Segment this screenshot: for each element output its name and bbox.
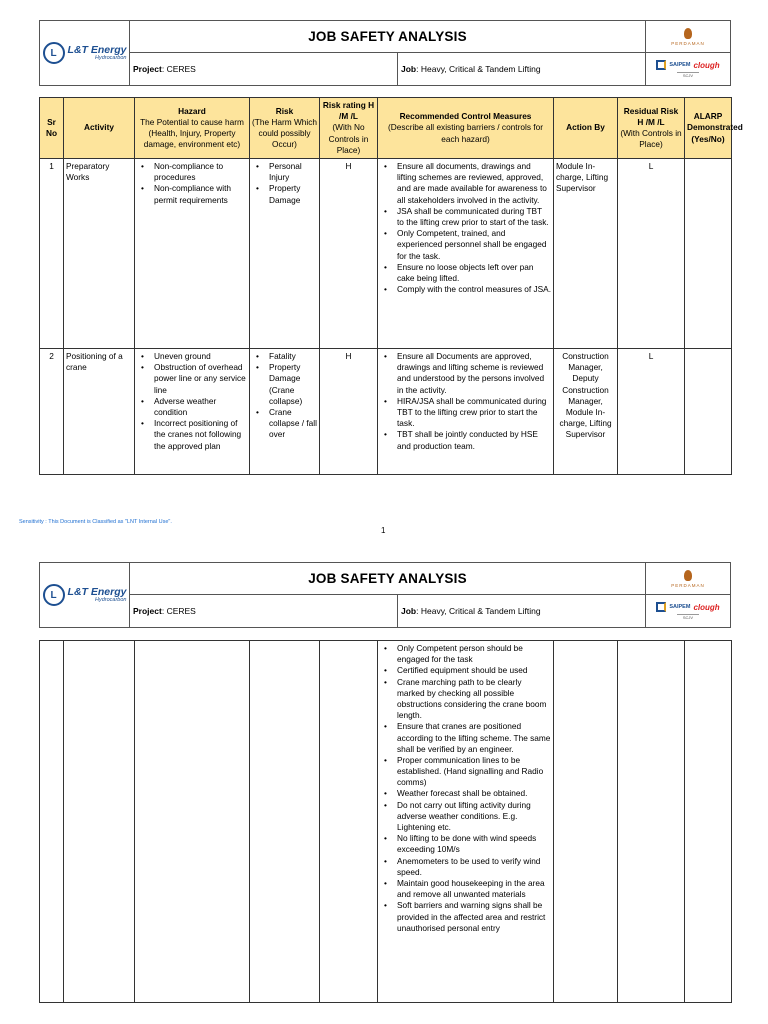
document-title: JOB SAFETY ANALYSIS (130, 21, 645, 53)
lt-logo-icon: L (43, 584, 65, 606)
project-field: Project : CERES (130, 595, 398, 627)
document-header-page-2 (39, 562, 731, 628)
col-risk: Risk (The Harm Which could possibly Occur) (250, 98, 320, 159)
flame-icon (684, 28, 692, 39)
sensitivity-note: Sensitivity : This Document is Classified as "LNT Internal Use". (19, 519, 172, 525)
jsa-table-continued (39, 640, 732, 1003)
col-sr: Sr No (40, 98, 64, 159)
flame-icon (684, 570, 692, 581)
perdaman-logo: PERDAMAN (646, 563, 730, 595)
col-action: Action By (554, 98, 618, 159)
col-residual: Residual Risk H /M /L (With Controls in Place) (618, 98, 685, 159)
company-sub: Hydrocarbon (94, 596, 127, 603)
table-row: 1 Preparatory Works • Non-compliance to procedures • Non-compliance with permit requirements • Personal Injury • Property Damage H • Ensure all documents, drawings and lifting schemes are reviewed, approved, and are made available for awareness to all stakeholders involved in the activity. • JSA shall be communicated during TBT to the lifting crew prior to start of the task. • Only Competent, trained, and experienced personnel shall be engaged for the task. • Ensure no loose objects left over pan cake being lifted. • Comply with the control measures of JSA. Module In-charge, Lifting Supervisor L (40, 159, 732, 349)
document-title: JOB SAFETY ANALYSIS (130, 563, 645, 595)
company-name: L&T Energy (67, 586, 127, 598)
col-alarp: ALARP Demonstrated (Yes/No) (685, 98, 732, 159)
company-name: L&T Energy (67, 44, 127, 56)
project-field: Project : CERES (130, 53, 398, 85)
document-header (39, 20, 731, 86)
perdaman-logo: PERDAMAN (646, 21, 730, 53)
company-sub: Hydrocarbon (94, 54, 127, 61)
page-number: 1 (381, 526, 386, 535)
col-activity: Activity (64, 98, 135, 159)
col-hazard: Hazard The Potential to cause harm (Health, Injury, Property damage, environment etc) (135, 98, 250, 159)
saipem-icon (656, 60, 666, 70)
lt-energy-logo (40, 21, 130, 85)
table-row: • Only Competent person should be engaged for the task • Certified equipment should be used • Crane marching path to be clearly marked by checking all possible obstructions considering the crane boom length. • Ensure that cranes are positioned according to the lifting scheme. The same shall be verified by an engineer. • Proper communication lines to be established. (Hand signalling and Radio comms) • Weather forecast shall be obtained. • Do not carry out lifting activity during adverse weather conditions. E.g. Lightening etc. • No lifting to be done with wind speeds exceeding 10M/s • Anemometers to be used to verify wind speed. • Maintain good housekeeping in the area and remove all unwanted materials • Soft barriers and warning signs shall be provided in the affected area and restrict unauthorised personal entry (40, 641, 732, 1003)
col-rating: Risk rating H /M /L (With No Controls in Place) (320, 98, 378, 159)
table-row: 2 Positioning of a crane • Uneven ground • Obstruction of overhead power line or any service line • Adverse weather condition • Incorrect positioning of the cranes not following the approved plan • Fatality • Property Damage (Crane collapse) • Crane collapse / fall over H • Ensure all Documents are approved, drawings and lifting scheme is reviewed and understood by the persons involved in the activity. • HIRA/JSA shall be communicated during TBT to the lifting crew prior to start the task. • TBT shall be jointly conducted by HSE and production team. Construction Manager, Deputy Construction Manager, Module In-charge, Lifting Supervisor L (40, 349, 732, 475)
job-field: Job : Heavy, Critical & Tandem Lifting (401, 64, 541, 74)
lt-energy-logo (40, 563, 130, 627)
saipem-clough-logo: SAIPEM clough SCJV (646, 53, 730, 85)
jsa-table (39, 97, 743, 475)
col-controls: Recommended Control Measures (Describe all existing barriers / controls for each hazard) (378, 98, 554, 159)
job-field: Job : Heavy, Critical & Tandem Lifting (401, 606, 541, 616)
saipem-icon (656, 602, 666, 612)
saipem-clough-logo: SAIPEM clough SCJV (646, 595, 730, 627)
lt-logo-icon: L (43, 42, 65, 64)
